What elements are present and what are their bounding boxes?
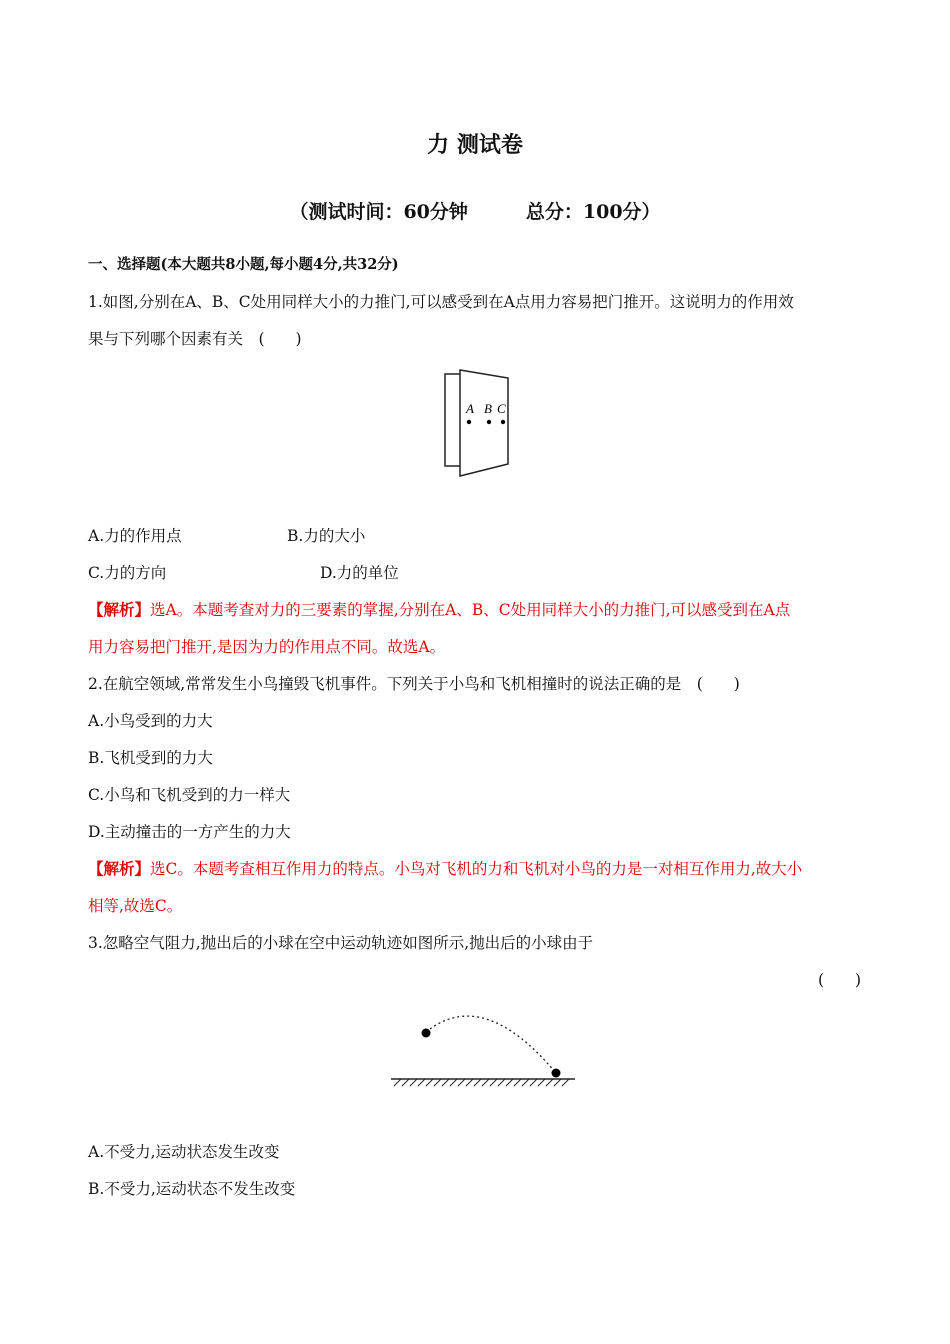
point-label-a: A [466, 401, 474, 416]
q1-stem-line2: 果与下列哪个因素有关 ( ) [88, 330, 302, 348]
exam-total-score: 总分：100分） [525, 201, 661, 223]
ground-hatching [394, 1079, 569, 1086]
exam-info [0, 197, 950, 224]
q2-option-b: B.飞机受到的力大 [88, 749, 213, 767]
trajectory-figure [388, 996, 578, 1092]
q2-stem: 2.在航空领域,常常发生小鸟撞毁飞机事件。下列关于小鸟和飞机相撞时的说法正确的是 ( ) [88, 675, 740, 693]
q2-analysis-line2: 相等,故选C。 [88, 897, 183, 915]
point-label-c: C [497, 401, 506, 416]
section-heading: 一、选择题(本大题共8小题,每小题4分,共32分) [88, 256, 399, 273]
q1-analysis-line2: 用力容易把门推开,是因为力的作用点不同。故选A。 [88, 638, 446, 656]
point-a-dot [467, 420, 471, 424]
point-c-dot [501, 420, 505, 424]
q2-analysis-line1: 【解析】选C。本题考查相互作用力的特点。小鸟对飞机的力和飞机对小鸟的力是一对相互作用力,故大小 [88, 859, 803, 878]
q1-option-a: A.力的作用点 [88, 527, 182, 545]
q1-option-d: D.力的单位 [320, 564, 399, 582]
analysis-tag: 【解析】 [88, 859, 151, 878]
door-figure [440, 368, 516, 482]
q3-option-a: A.不受力,运动状态发生改变 [88, 1143, 280, 1161]
q2-option-d: D.主动撞击的一方产生的力大 [88, 823, 291, 841]
q3-answer-paren: ( ) [818, 971, 862, 989]
point-b-dot [487, 420, 491, 424]
q1-stem-line1: 1.如图,分别在A、B、C处用同样大小的力推门,可以感受到在A点用力容易把门推开。这说明力的作用效 [88, 293, 794, 311]
ball-end [552, 1069, 561, 1078]
ball-start [422, 1029, 431, 1038]
q3-option-b: B.不受力,运动状态不发生改变 [88, 1180, 296, 1198]
page-title: 力 测试卷 [427, 132, 523, 158]
q3-stem: 3.忽略空气阻力,抛出后的小球在空中运动轨迹如图所示,抛出后的小球由于 [88, 934, 594, 952]
q1-option-c: C.力的方向 [88, 564, 167, 582]
exam-time: （测试时间：60分钟 [289, 201, 468, 223]
q2-option-a: A.小鸟受到的力大 [88, 712, 213, 730]
analysis-tag: 【解析】 [88, 600, 151, 619]
point-label-b: B [484, 401, 492, 416]
q1-option-b: B.力的大小 [287, 527, 366, 545]
q1-analysis-line1: 【解析】选A。本题考查对力的三要素的掌握,分别在A、B、C处用同样大小的力推门,可以感受到在A点 [88, 600, 791, 619]
q2-option-c: C.小鸟和飞机受到的力一样大 [88, 786, 291, 804]
